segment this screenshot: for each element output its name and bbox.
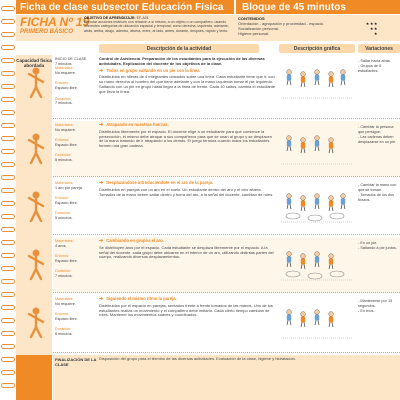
activity-title [99, 69, 277, 74]
spiral-ring [1, 188, 15, 193]
activity-illustration [279, 58, 355, 102]
activity-text: Distribuidos en hileras de 4 integrantes ubicados sobre una línea. Cada estudiante tiene que ir, con su mano derecha al hombro del que tiene adelante y con la mano izquierda tomar el pie izquierdo. Saltando con un pie en grupo hasta llegar a la línea de frente. Cada 10 saltos, cambia el estudiante que lleva la línea. [99, 74, 276, 94]
child-figure [315, 252, 320, 267]
meta-line: Materiales: [55, 123, 74, 127]
meta-line: No requiere. [55, 301, 76, 306]
arrow-icon: ➜ [99, 180, 104, 186]
content-stars: ★★ [369, 26, 378, 31]
activity-title [99, 123, 277, 128]
spiral-ring [1, 84, 15, 89]
hoop-icon [308, 273, 322, 279]
meta-line: No requiere. [55, 127, 76, 132]
ficha-number: FICHA Nº 19 [20, 15, 90, 29]
activity-meta [55, 57, 95, 106]
meta-line: Espacio libre. [55, 200, 78, 205]
meta-line: Espacio libre. [55, 316, 78, 321]
hoop-icon [330, 271, 344, 277]
meta-line: Duración: [55, 153, 72, 158]
content-item [238, 31, 398, 36]
child-figure [301, 312, 306, 327]
meta-line: Entorno: [55, 138, 70, 143]
meta-line: 5 minutos. [55, 215, 73, 220]
spiral-ring [1, 279, 15, 284]
capacity-icon [19, 301, 49, 347]
activity-description [99, 297, 277, 318]
variant-item: - En un pie. [358, 241, 378, 245]
meta-line: INICIO DE CLASE [55, 57, 87, 61]
contents-title: CONTENIDOS [238, 16, 265, 21]
activity-description [99, 123, 277, 149]
activity-title [99, 239, 277, 244]
meta-line: Duración: [55, 211, 72, 216]
child-figure [329, 196, 334, 211]
child-figure [315, 70, 320, 85]
spiral-ring [1, 162, 15, 167]
capacity-icon [19, 185, 49, 231]
variant-item: - Tomados de los dos brazos. [358, 193, 395, 202]
activity-text: Distribuidos por el espacio en parejas, sentados frente a frente tomados de las manos. Uno de los estudiantes realiza un movimiento y el compañero debe imitarlo. Cada cierto tiempo cambian de roles. Mantener los movimientos suaves y coordinados. [99, 302, 273, 318]
activity-variants [358, 241, 400, 251]
activity-meta [55, 123, 95, 163]
child-figure [329, 72, 334, 87]
activity-description [99, 239, 277, 260]
capacity-column [16, 55, 52, 400]
variant-item: - Saltar hacia atrás. [358, 59, 391, 63]
arrow-icon: ➜ [99, 238, 104, 244]
capacity-header: Capacidad física abordada [16, 58, 52, 68]
activity-title-text: Todos en grupo saltando en un pie con la línea [106, 67, 200, 73]
spiral-ring [1, 123, 15, 128]
child-figure [329, 254, 334, 269]
child-figure [329, 312, 334, 327]
activity-description [99, 57, 277, 95]
activity-meta [55, 181, 95, 221]
grade-label: PRIMERO BÁSICO [20, 29, 74, 35]
activity-variants [358, 183, 400, 203]
capacity-icon [19, 61, 49, 107]
child-figure [315, 310, 320, 325]
spiral-ring [1, 58, 15, 63]
activity-row [53, 179, 400, 235]
child-figure [287, 252, 292, 267]
spiral-ring [1, 214, 15, 219]
meta-line: Materiales: [55, 66, 74, 71]
athlete-icon [19, 127, 49, 171]
page-title: Ficha de clase subsector Educación Física [20, 1, 224, 13]
spiral-ring [1, 227, 15, 232]
activity-title-text: Cambiando en grupos el aro. [106, 238, 164, 243]
content-stars: ★★★ [365, 21, 378, 26]
child-figure [287, 70, 292, 85]
meta-line: Materiales: [55, 181, 74, 185]
objective-code: EF-A01 [136, 16, 149, 20]
meta-line: 7 minutos. [55, 101, 73, 106]
meta-line: Entorno: [55, 312, 70, 317]
athlete-icon [19, 301, 49, 345]
meta-line: Espacio libre. [55, 142, 78, 147]
variant-item: - Las cadenas deben desplazarse en un pie. [358, 135, 397, 144]
objective-label: OBJETIVO DE APRENDIZAJE: [84, 16, 136, 20]
meta-line: 6 minutos. [55, 331, 73, 336]
spiral-ring [1, 175, 15, 180]
spiral-ring [1, 19, 15, 24]
meta-line: 7 minutos. [55, 273, 73, 278]
athlete-icon [19, 185, 49, 229]
spiral-ring [1, 71, 15, 76]
variant-item: - Saltando a pie juntos. [358, 246, 397, 250]
variant-item: - Mantenerse por 15 segundos. [358, 299, 393, 308]
hoop-icon [286, 213, 300, 219]
spiral-binding [0, 0, 16, 400]
header-bar [16, 0, 400, 14]
spiral-ring [1, 97, 15, 102]
child-figure [301, 72, 306, 87]
child-figure [301, 254, 306, 269]
capacity-icon [19, 127, 49, 173]
spiral-ring [1, 292, 15, 297]
activity-row [53, 55, 400, 119]
variant-item: - Grupos de 5 estudiantes. [358, 64, 382, 73]
child-figure [341, 194, 346, 209]
child-figure [301, 196, 306, 211]
child-figure [287, 136, 292, 151]
closing-text: Disposición del grupo para el término de las diversas actividades. Evaluación de la clase, higiene y hidratación. [99, 356, 296, 361]
info-panel [16, 15, 400, 41]
spiral-ring [1, 331, 15, 336]
meta-line: Entorno: [55, 196, 70, 201]
spiral-ring [1, 110, 15, 115]
child-figure [341, 70, 346, 85]
capacity-icon [19, 243, 49, 289]
activity-title-text: Atrapando en nuestras fuerzas. [106, 122, 169, 127]
spiral-ring [1, 344, 15, 349]
meta-line: Duración: [55, 269, 72, 274]
activity-illustration [279, 298, 355, 342]
spiral-ring [1, 253, 15, 258]
activity-title-text: Siguiendo el mismo ritmo la pareja. [106, 296, 177, 301]
meta-line: Espacio libre. [55, 258, 78, 263]
meta-line: Espacio libre. [55, 85, 78, 90]
activity-row [53, 237, 400, 293]
child-figure [287, 310, 292, 325]
column-header-variants: Variaciones [358, 44, 400, 53]
hoop-icon [308, 215, 322, 221]
activity-illustration [279, 124, 355, 168]
column-header-description: Descripción de la actividad [99, 44, 259, 53]
closing-label: FINALIZACIÓN DE LA CLASE [55, 357, 97, 367]
spiral-ring [1, 383, 15, 388]
hoop-icon [286, 271, 300, 277]
child-figure [287, 194, 292, 209]
variant-item: - Cambiar la persona que persigue. [358, 125, 394, 134]
spiral-ring [1, 32, 15, 37]
activity-variants [358, 299, 400, 314]
content-label: Socialización personal. [238, 26, 279, 31]
objective-text: Ejecutar acciones motrices con relación a sí mismo, a un objeto o un compañero, usando diferentes categorías de ubicación espacial y temporal, como derecha, izquierda, adelante, atrás, arriba, abajo, adentro, afuera, entre, al lado, antes, durante, después, rápido y lento. [84, 20, 229, 33]
activity-meta [55, 239, 95, 279]
time-block-label: Bloque de 45 minutos [242, 1, 346, 13]
child-figure [329, 138, 334, 153]
spiral-ring [1, 201, 15, 206]
spiral-ring [1, 318, 15, 323]
spiral-ring [1, 305, 15, 310]
meta-line: 1 aro por pareja. [55, 185, 83, 190]
activity-meta [55, 297, 95, 337]
hoop-icon [330, 213, 344, 219]
spiral-ring [1, 266, 15, 271]
spiral-ring [1, 45, 15, 50]
meta-line: Entorno: [55, 81, 70, 86]
meta-line: 7 minutos [55, 61, 72, 66]
activity-title [99, 297, 277, 302]
activity-row [53, 121, 400, 177]
closing-section [53, 355, 400, 400]
meta-line: Materiales: [55, 297, 74, 301]
spiral-ring [1, 240, 15, 245]
objective [84, 16, 232, 33]
child-figure [301, 138, 306, 153]
spiral-ring [1, 357, 15, 362]
meta-line: 4 aros. [55, 243, 67, 248]
spiral-ring [1, 370, 15, 375]
activity-variants [358, 125, 400, 145]
content-label: Higiene personal. [238, 31, 270, 36]
arrow-icon: ➜ [99, 67, 104, 74]
child-figure [315, 136, 320, 151]
activity-row [53, 295, 400, 353]
activity-intro: Control de Asistencia. Preparación de los estudiantes para la ejecución de las diversas actividades. Explicación del docente de los objetivos de la clase. [99, 56, 265, 66]
meta-line: No requiere. [55, 70, 76, 75]
variant-item: - En tríos. [358, 309, 375, 313]
spiral-ring [1, 149, 15, 154]
arrow-icon: ➜ [99, 296, 104, 302]
activity-text: Se distribuyen aros por el espacio. Cada estudiante se desplaza libremente por el espacio. A la señal del docente, cada grupo debe ubicarse en el interior de un aro, utilizando distintas partes del cuerpo, realizando diversos desplazamientos. [99, 244, 274, 260]
child-figure [315, 194, 320, 209]
variant-item: - Cambiar la mano con que se toman. [358, 183, 397, 192]
contents-panel [238, 16, 398, 36]
activity-title [99, 181, 277, 186]
athlete-icon [19, 61, 49, 105]
arrow-icon: ➜ [99, 122, 104, 128]
activity-variants [358, 59, 400, 74]
athlete-icon [19, 243, 49, 287]
activity-description [99, 181, 277, 197]
activity-text: Distribuidos libremente por el espacio. El docente elige a un estudiante para que comience la persecución, él mismo debe atrapar a sus compañeros para que se unan al grupo y se desplacen de la mano tratando de ir atrapando a los demás. El juego termina cuando todos los estudiantes formen una gran cadena. [99, 128, 272, 149]
meta-line: Duración: [55, 96, 72, 101]
meta-line: Duración: [55, 327, 72, 332]
meta-line: Entorno: [55, 254, 70, 259]
activity-illustration [279, 182, 355, 226]
closing-marker [16, 355, 52, 400]
spiral-ring [1, 136, 15, 141]
activity-illustration [279, 240, 355, 284]
activity-title-text: Desplazándose introduciéndote en el aro de la pareja. [106, 180, 214, 185]
column-header-graphic: Descripción gráfica [279, 44, 355, 53]
meta-line: 5 minutos. [55, 157, 73, 162]
content-label: Orientación - agrupación y proximidad - espacio. [238, 21, 325, 26]
meta-line: Materiales: [55, 239, 74, 243]
content-stars: ★ [373, 31, 378, 36]
spiral-ring [1, 6, 15, 11]
sheet [16, 0, 400, 400]
activity-text: Distribuidos en parejas con un aro en el suelo. Un estudiante dentro del aro y el otro afuera. Tomados de la mano deben saltar dentro y fuera del aro, a la señal del docente, cambian de roles. [99, 186, 274, 197]
